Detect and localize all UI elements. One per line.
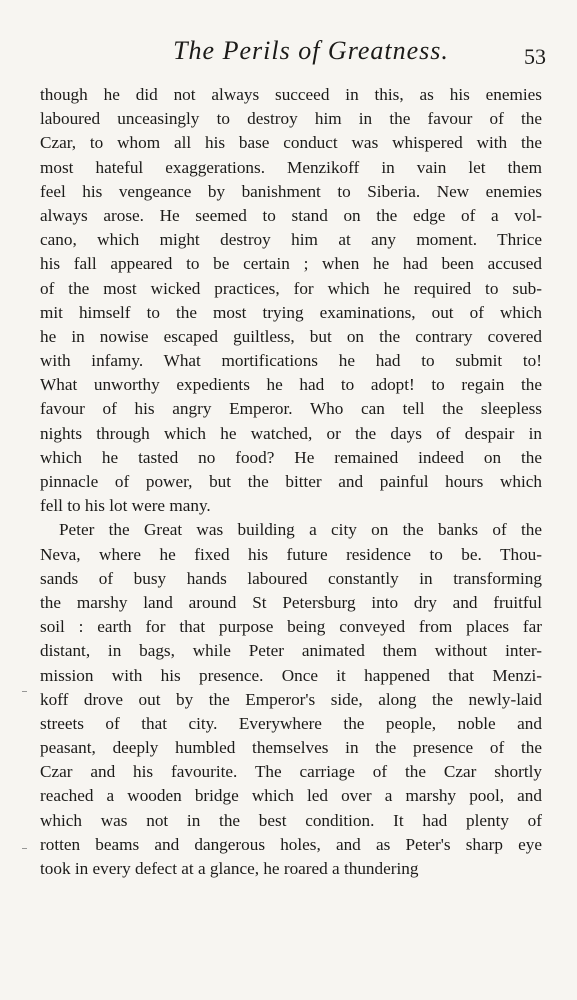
margin-mark (22, 691, 27, 692)
text-line: reached a wooden bridge which led over a marshy pool, and (40, 786, 542, 806)
paragraph-2 (40, 518, 542, 881)
text-line: streets of that city. Everywhere the people, noble and (40, 713, 542, 733)
text-line: distant, in bags, while Peter animated them without inter- (40, 641, 542, 661)
text-line: always arose. He seemed to stand on the edge of a vol- (40, 205, 542, 225)
text-line: his fall appeared to be certain ; when he had been accused (40, 254, 542, 274)
text-line: Peter the Great was building a city on the banks of the (59, 520, 542, 540)
text-line: Czar and his favourite. The carriage of the Czar shortly (40, 762, 542, 782)
text-line: which was not in the best condition. It had plenty of (40, 810, 542, 830)
text-line: which he tasted no food? He remained indeed on the (40, 447, 542, 467)
text-line: koff drove out by the Emperor's side, along the newly-laid (40, 689, 542, 709)
text-line: cano, which might destroy him at any moment. Thrice (40, 230, 542, 250)
text-line: favour of his angry Emperor. Who can tell the sleepless (40, 399, 542, 419)
text-line: the marshy land around St Petersburg into dry and fruitful (40, 592, 542, 612)
text-line: pinnacle of power, but the bitter and painful hours which (40, 472, 542, 491)
text-line: rotten beams and dangerous holes, and as Peter's sharp eye (40, 834, 542, 854)
text-line: sands of busy hands laboured constantly in transforming (40, 568, 542, 588)
text-line: nights through which he watched, or the days of despair in (40, 423, 542, 443)
text-line: mit himself to the most trying examinations, out of which (40, 302, 542, 322)
text-line: soil : earth for that purpose being conveyed from places far (40, 617, 542, 637)
running-header (38, 36, 546, 70)
text-line: fell to his lot were many. (40, 496, 211, 516)
paragraph-1 (40, 83, 542, 518)
text-line: most hateful exaggerations. Menzikoff in vain let them (40, 157, 542, 177)
text-line: peasant, deeply humbled themselves in the presence of the (40, 738, 542, 758)
text-line: Czar, to whom all his base conduct was whispered with the (40, 133, 542, 153)
text-line: with infamy. What mortifications he had to submit to! (40, 351, 542, 371)
text-line: mission with his presence. Once it happened that Menzi- (40, 665, 542, 685)
text-line: of the most wicked practices, for which he required to sub- (40, 278, 542, 298)
text-line: laboured unceasingly to destroy him in the favour of the (40, 109, 542, 129)
text-line: took in every defect at a glance, he roared a thundering (40, 859, 419, 878)
text-line: What unworthy expedients he had to adopt! to regain the (40, 375, 542, 395)
text-line: he in nowise escaped guiltless, but on the contrary covered (40, 326, 542, 346)
page-number: 53 (524, 44, 546, 69)
running-title: The Perils of Greatness. (173, 36, 449, 65)
margin-mark (22, 848, 27, 849)
body-text (40, 83, 542, 881)
text-line: though he did not always succeed in this, as his enemies (40, 85, 542, 104)
text-line: feel his vengeance by banishment to Siberia. New enemies (40, 181, 542, 201)
text-line: Neva, where he fixed his future residence to be. Thou- (40, 544, 542, 564)
